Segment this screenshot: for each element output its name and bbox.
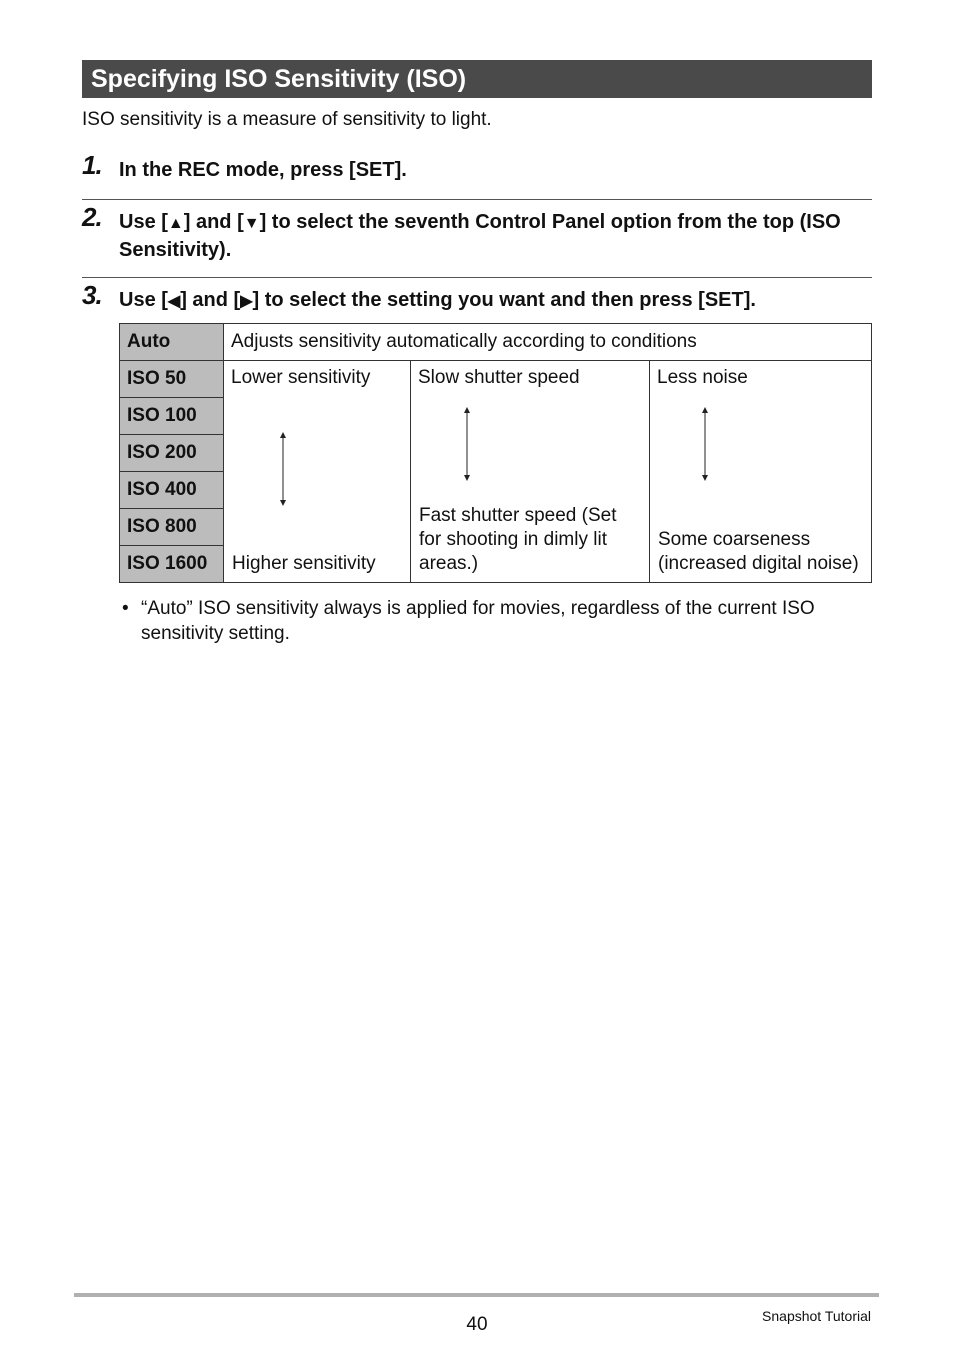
left-triangle-icon: ◀ [167, 293, 181, 310]
step-divider [82, 199, 872, 200]
iso-key: ISO 50 [120, 361, 224, 398]
footer-rule [74, 1293, 879, 1297]
noise-column [650, 361, 872, 583]
double-arrow-icon [277, 431, 289, 507]
sensitivity-column [224, 361, 411, 583]
step-text: Use [▲] and [▼] to select the seventh Control Panel option from the top (ISO Sensitivity). [119, 211, 841, 261]
bullet-icon: • [122, 598, 129, 619]
iso-key: ISO 800 [120, 509, 224, 546]
sensitivity-top: Lower sensitivity [231, 367, 371, 388]
step-text: Use [◀] and [▶] to select the setting you want and then press [SET]. [119, 289, 756, 311]
step-text: In the REC mode, press [SET]. [119, 159, 407, 181]
double-arrow-icon [699, 406, 711, 482]
iso-key: ISO 1600 [120, 546, 224, 583]
step-number: 2. [82, 202, 102, 232]
table-row [120, 324, 872, 361]
shutter-bottom: Fast shutter speed (Set for shooting in dimly lit areas.) [419, 505, 617, 574]
double-arrow-icon [461, 406, 473, 482]
section-title: Specifying ISO Sensitivity (ISO) [82, 60, 872, 98]
down-triangle-icon: ▼ [243, 215, 260, 232]
iso-settings-table [119, 323, 872, 583]
step-number: 1. [82, 150, 102, 180]
step-divider [82, 277, 872, 278]
noise-bottom: Some coarseness (increased digital noise) [658, 529, 859, 574]
iso-key: ISO 100 [120, 398, 224, 435]
iso-key-auto: Auto [120, 324, 224, 361]
note-text: “Auto” ISO sensitivity always is applied for movies, regardless of the current ISO sensitivity setting. [141, 598, 815, 644]
sensitivity-bottom: Higher sensitivity [232, 553, 376, 574]
auto-description: Adjusts sensitivity automatically according to conditions [224, 324, 872, 361]
step-number: 3. [82, 280, 102, 310]
up-triangle-icon: ▲ [167, 215, 184, 232]
shutter-column [411, 361, 650, 583]
shutter-top: Slow shutter speed [418, 367, 580, 388]
table-row [120, 361, 872, 398]
page-number: 40 [466, 1314, 488, 1335]
right-triangle-icon: ▶ [240, 293, 253, 310]
intro-text: ISO sensitivity is a measure of sensitivity to light. [82, 109, 492, 130]
footer-label: Snapshot Tutorial [762, 1308, 871, 1324]
iso-key: ISO 400 [120, 472, 224, 509]
iso-key: ISO 200 [120, 435, 224, 472]
noise-top: Less noise [657, 367, 748, 388]
